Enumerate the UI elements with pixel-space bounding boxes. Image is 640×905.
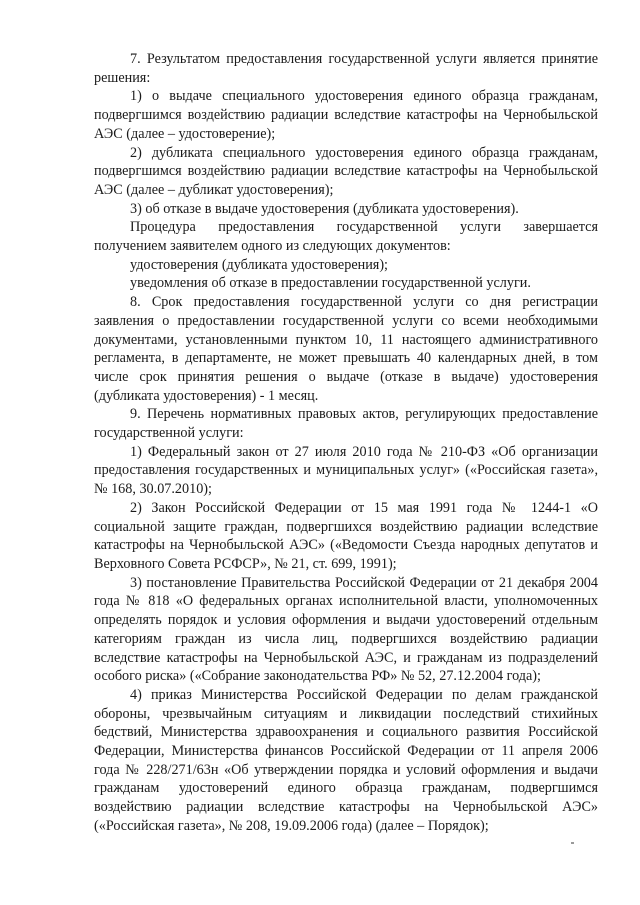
paragraph-doc-certificate: удостоверения (дубликата удостоверения);: [130, 256, 388, 273]
paragraph-8-term: 8. Срок предоставления государственной услуги со дня регистрации заявления о предоставлении государственной услуги со всеми необходимыми документами, установленными пунктом 10, 11 настоящего административного регламента, в департаменте, не может превышать 40 календарных дней, в том числе срок принятия решения о выдаче (отказе в выдаче) удостоверения (дубликата удостоверения) - 1 месяц.: [94, 294, 598, 404]
paragraph-doc-refusal: уведомления об отказе в предоставлении государственной услуги.: [130, 275, 531, 292]
paragraph-9-item-3: 3) постановление Правительства Российской Федерации от 21 декабря 2004 года № 818 «О федеральных органах исполнительной власти, уполномоченных определять порядок и условия оформления и выдачи удостоверений отдельным категориям граждан из числа лиц, подвергшихся воздействию радиации вследствие катастрофы на Чернобыльской АЭС, и гражданам из подразделений особого риска» («Собрание законодательства РФ» № 52, 27.12.2004 года);: [94, 574, 598, 685]
paragraph-procedure: Процедура предоставления государственной услуги завершается получением заявителем одного из следующих документов:: [94, 219, 598, 255]
paragraph-7-item-1: 1) о выдаче специального удостоверения единого образца гражданам, подвергшимся воздействию радиации вследствие катастрофы на Чернобыльской АЭС (далее – удостоверение);: [94, 88, 598, 142]
paragraph-9-item-1: 1) Федеральный закон от 27 июля 2010 года № 210-ФЗ «Об организации предоставления государственных и муниципальных услуг» («Российская газета», № 168, 30.07.2010);: [94, 443, 598, 498]
paragraph-7-item-2: 2) дубликата специального удостоверения единого образца гражданам, подвергшимся воздействию радиации вследствие катастрофы на Чернобыльской АЭС (далее – дубликат удостоверения);: [94, 144, 598, 198]
paragraph-9-item-4: 4) приказ Министерства Российской Федерации по делам гражданской обороны, чрезвычайным ситуациям и ликвидации последствий стихийных бедствий, Министерства здравоохранения и социального развития Российской Федерации, Министерства финансов Российской Федерации от 11 апреля 2006 года № 228/271/63н «Об утверждении порядка и условий оформления и выдачи гражданам удостоверений единого образца гражданам, подвергшимся воздействию радиации вследствие катастрофы на Чернобыльской АЭС» («Российская газета», № 208, 19.09.2006 года) (далее – Порядок);: [94, 686, 598, 834]
scan-speck: [571, 842, 574, 844]
paragraph-7-heading: 7. Результатом предоставления государственной услуги является принятие решения:: [94, 51, 598, 86]
paragraph-7-item-3: 3) об отказе в выдаче удостоверения (дубликата удостоверения).: [130, 200, 519, 217]
paragraph-9-heading: 9. Перечень нормативных правовых актов, регулирующих предоставление государственной услуги:: [94, 406, 598, 442]
paragraph-9-item-2: 2) Закон Российской Федерации от 15 мая 1991 года № 1244-1 «О социальной защите граждан, подвергшихся воздействию радиации вследствие катастрофы на Чернобыльской АЭС» («Ведомости Съезда народных депутатов и Верховного Совета РСФСР», № 21, ст. 699, 1991);: [94, 499, 598, 572]
